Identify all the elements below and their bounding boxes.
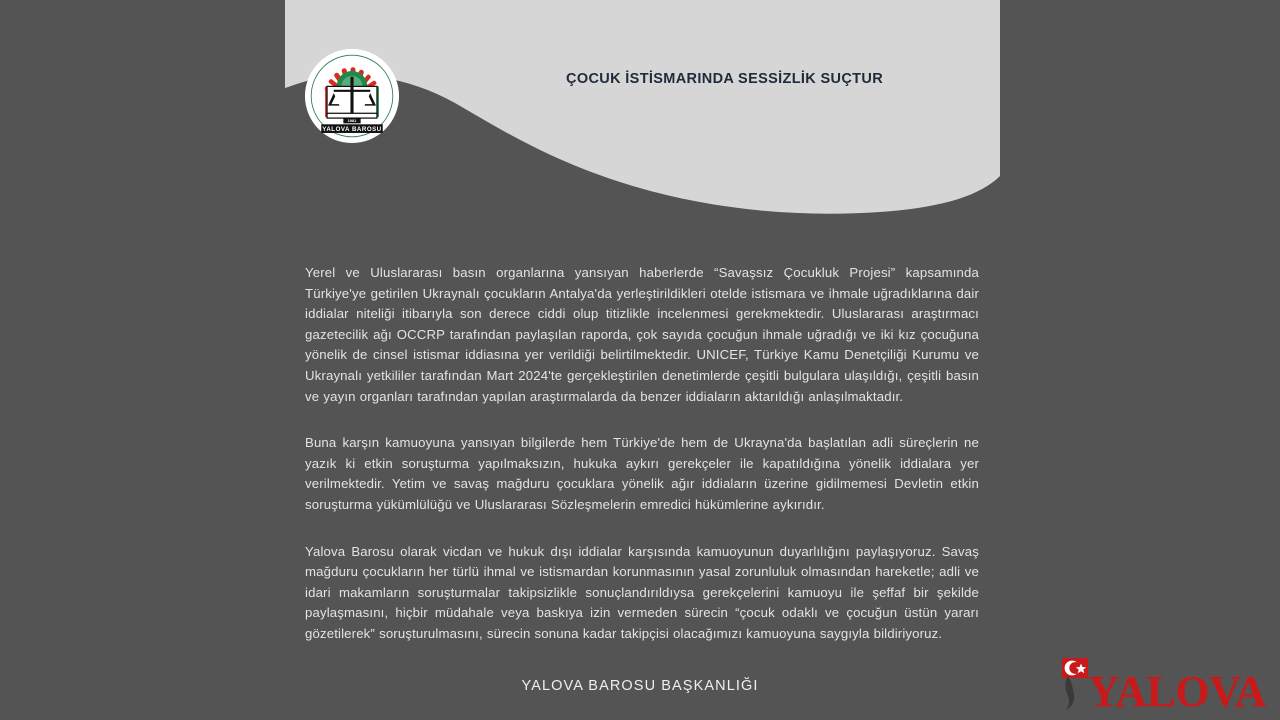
founded-year-label: 1981 <box>347 118 357 124</box>
signature-line: YALOVA BAROSU BAŞKANLIĞI <box>521 678 759 694</box>
header-wave-panel <box>0 0 1280 240</box>
statement-paragraph: Yalova Barosu olarak vicdan ve hukuk dışı iddialar karşısında kamuoyunun duyarlılığını paylaşıyoruz. Savaş mağduru çocukların her türlü ihmal ve istismardan korunmasının yasal zorunluluk olmasından hareketle; adli ve idari makamların soruşturmalar takipsizlikle sonuçlandırıldıysa gerekçelerini kamuoyu ile şeffaf bir şekilde paylaşmasını, hiçbir müdahale veya baskıya izin vermeden sürecin “çocuk odaklı ve çocuğun üstün yararı gözetilerek” soruşturulmasını, sürecin sonuna kadar takipçisi olacağımızı kamuoyuna saygıyla bildiriyoruz. <box>305 543 979 641</box>
statement-paragraph: Buna karşın kamuoyuna yansıyan bilgilerde hem Türkiye'de hem de Ukrayna'da başlatılan adli süreçlerin ne yazık ki etkin soruşturma yapılmaksızın, hukuka aykırı gerekçeler ile kapatıldığına yönelik iddialara yer verilmektedir. Yetim ve savaş mağduru çocuklara yönelik ağır iddiaların üzerine gidilmemesi Devletin etkin soruşturma yükümlülüğü ve Uluslararası Sözleşmelerin emredici hükümlerine aykırıdır. <box>305 435 979 512</box>
yalova-barosu-seal-icon <box>304 48 400 144</box>
channel-watermark <box>1058 654 1266 716</box>
statement-body <box>305 263 979 645</box>
turkish-flag-crescent-star-icon <box>1058 656 1092 712</box>
page-title: ÇOCUK İSTİSMARINDA SESSİZLİK SUÇTUR <box>566 71 884 87</box>
watermark-label: YALOVA <box>1088 667 1266 716</box>
city-silhouette <box>1065 676 1074 710</box>
statement-paragraph: Yerel ve Uluslararası basın organlarına yansıyan haberlerde “Savaşsız Çocukluk Projesi” kapsamında Türkiye'ye getirilen Ukraynalı çocukların Antalya'da yerleştirildikleri otelde istismara ve ihmale uğradıklarına dair iddialar niteliği itibarıyla son derece ciddi olup titizlikle incelenmesi gerekmektedir. Uluslararası araştırmacı gazetecilik ağı OCCRP tarafından paylaşılan raporda, çok sayıda çocuğun ihmale uğradığı ve iki kız çocuğuna yönelik de cinsel istismar iddiasına yer verildiği belirtilmektedir. UNICEF, Türkiye Kamu Denetçiliği Kurumu ve Ukraynalı yetkililer tarafından Mart 2024'te gerçekleştirilen denetimlerde çeşitli bulgulara ulaşıldığı, çeşitli basın ve yayın organları tarafından yapılan araştırmalarda da benzer iddiaların aktarıldığı anlaşılmaktadır. <box>305 265 979 404</box>
org-name-label: YALOVA BAROSU <box>322 125 382 133</box>
